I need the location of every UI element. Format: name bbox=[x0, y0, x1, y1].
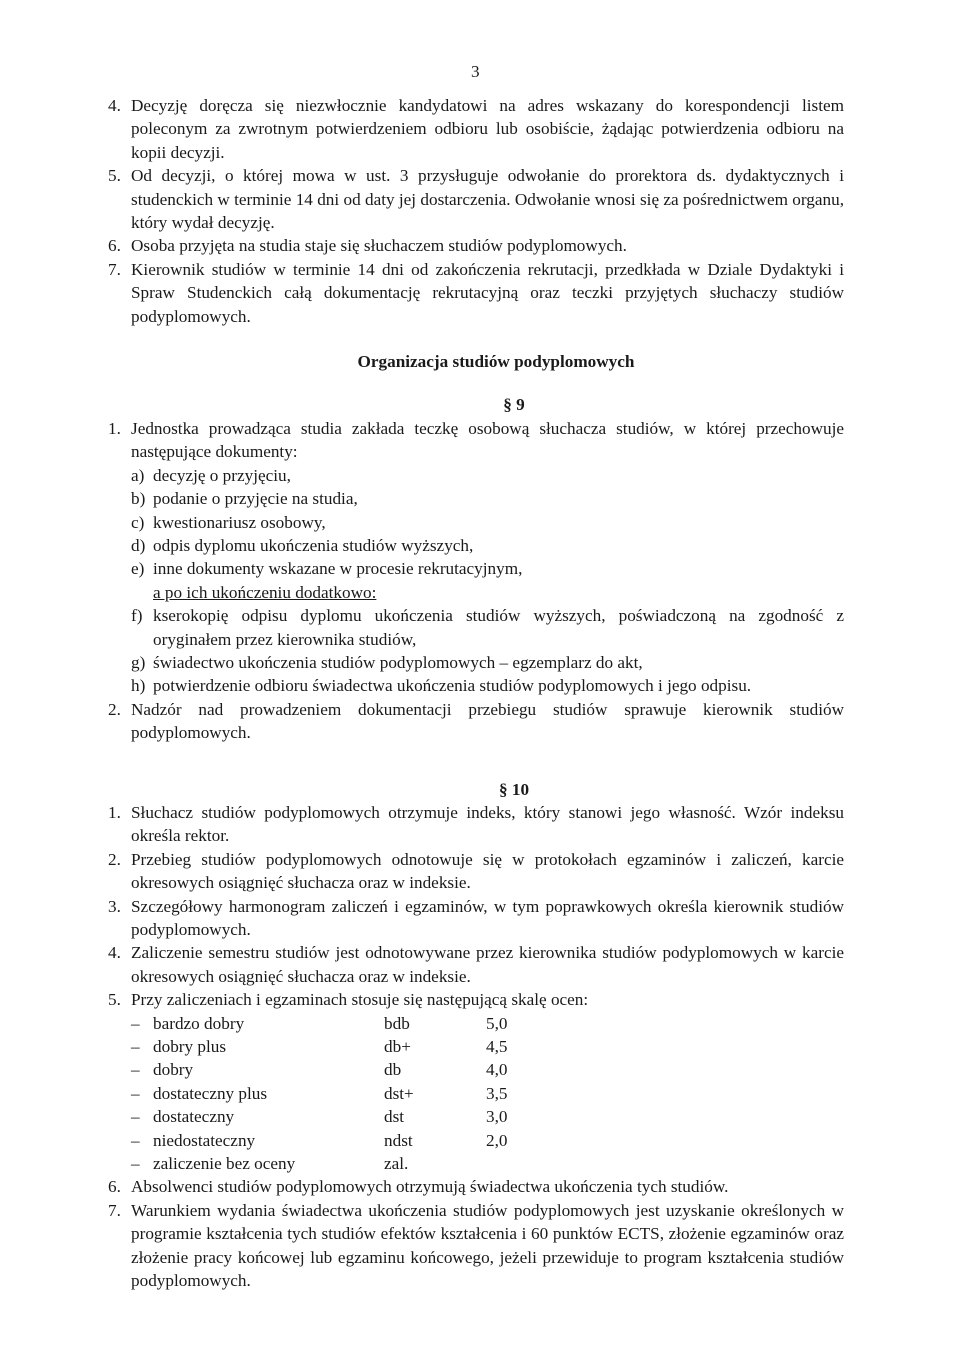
item-number: 7. bbox=[108, 1200, 121, 1220]
grade-name: niedostateczny bbox=[153, 1130, 256, 1150]
list-item bbox=[108, 258, 844, 328]
paragraph-list-part1 bbox=[108, 94, 844, 328]
item-number: 1. bbox=[108, 418, 121, 438]
grade-value: 4,5 bbox=[486, 1037, 508, 1057]
grade-value: 3,5 bbox=[486, 1083, 508, 1103]
item-text: Decyzję doręcza się niezwłocznie kandydatowi na adres wskazany do korespondencji listem poleconym za zwrotnym potwierdzeniem odbioru lub osobiście, żądając potwierdzenia odbioru na kopii decyzji. bbox=[131, 96, 844, 162]
grade-row bbox=[131, 1105, 844, 1128]
list-item bbox=[108, 1175, 844, 1198]
grade-abbr: db bbox=[384, 1060, 402, 1080]
item-text: Słuchacz studiów podyplomowych otrzymuje indeks, który stanowi jego własność. Wzór indeksu określa rektor. bbox=[131, 802, 844, 846]
sub-item bbox=[131, 464, 844, 487]
sub-item bbox=[131, 604, 844, 651]
item-text: Absolwenci studiów podyplomowych otrzymują świadectwa ukończenia tych studiów. bbox=[131, 1177, 729, 1197]
grade-row bbox=[131, 1035, 844, 1058]
sub-letter: d) bbox=[131, 535, 146, 555]
grade-name: bardzo dobry bbox=[153, 1013, 245, 1033]
sub-letter: e) bbox=[131, 559, 145, 579]
list-item bbox=[108, 1199, 844, 1293]
list-item bbox=[108, 164, 844, 234]
sub-text: kwestionariusz osobowy, bbox=[153, 512, 326, 532]
grade-row bbox=[131, 1129, 844, 1152]
grade-value: 4,0 bbox=[486, 1060, 508, 1080]
item-number: 5. bbox=[108, 990, 121, 1010]
list-item bbox=[108, 801, 844, 848]
sub-text: decyzję o przyjęciu, bbox=[153, 465, 291, 485]
item-number: 1. bbox=[108, 802, 121, 822]
item-text: Zaliczenie semestru studiów jest odnotowywane przez kierownika studiów podyplomowych w karcie okresowych osiągnięć słuchacza oraz w indeksie. bbox=[131, 943, 844, 986]
section-mark-10: § 10 bbox=[498, 779, 530, 799]
sub-text: odpis dyplomu ukończenia studiów wyższych, bbox=[153, 535, 474, 555]
sub-letter: g) bbox=[131, 652, 146, 672]
after-completion-label: a po ich ukończeniu dodatkowo: bbox=[153, 582, 377, 602]
grade-value: 3,0 bbox=[486, 1107, 508, 1127]
document-body bbox=[108, 94, 844, 1292]
grade-dash: – bbox=[131, 1060, 140, 1080]
grade-abbr: ndst bbox=[384, 1130, 413, 1150]
sub-item bbox=[131, 487, 844, 510]
grade-row bbox=[131, 1082, 844, 1105]
item-number: 5. bbox=[108, 166, 121, 186]
grade-abbr: db+ bbox=[384, 1037, 411, 1057]
sub-letter: c) bbox=[131, 512, 145, 532]
paragraph-list-sec10 bbox=[108, 801, 844, 1292]
section-mark-9: § 9 bbox=[503, 395, 525, 415]
list-item bbox=[108, 698, 844, 745]
item-text: Przy zaliczeniach i egzaminach stosuje się następującą skalę ocen: bbox=[131, 990, 589, 1010]
list-item bbox=[108, 94, 844, 164]
grade-name: zaliczenie bez oceny bbox=[153, 1153, 296, 1173]
document-sublist bbox=[131, 464, 844, 581]
grade-value: 5,0 bbox=[486, 1013, 508, 1033]
sub-item bbox=[131, 534, 844, 557]
item-text: Osoba przyjęta na studia staje się słuchaczem studiów podyplomowych. bbox=[131, 236, 627, 256]
grade-dash: – bbox=[131, 1107, 140, 1127]
grade-value: 2,0 bbox=[486, 1130, 508, 1150]
section-heading: Organizacja studiów podyplomowych bbox=[357, 352, 635, 372]
item-number: 6. bbox=[108, 1177, 121, 1197]
item-text: Jednostka prowadząca studia zakłada teczkę osobową słuchacza studiów, w której przechowuje następujące dokumenty: bbox=[131, 418, 844, 462]
item-text: Kierownik studiów w terminie 14 dni od zakończenia rekrutacji, przedkłada w Dziale Dydaktyki i Spraw Studenckich całą dokumentację rekrutacyjną oraz teczki przyjętych słuchaczy studiów podyplomowych. bbox=[131, 259, 844, 326]
grade-abbr: zal. bbox=[384, 1153, 409, 1173]
sub-text: potwierdzenie odbioru świadectwa ukończenia studiów podyplomowych i jego odpisu. bbox=[153, 676, 752, 696]
grade-dash: – bbox=[131, 1013, 140, 1033]
item-text: Od decyzji, o której mowa w ust. 3 przysługuje odwołanie do prorektora ds. dydaktycznych i studenckich w terminie 14 dni od daty jej dostarczenia. Odwołanie wnosi się za pośrednictwem organu, który wydał decyzję. bbox=[131, 166, 844, 233]
grade-scale-list bbox=[131, 1012, 844, 1176]
sub-text: kserokopię odpisu dyplomu ukończenia studiów wyższych, poświadczoną na zgodność z oryginałem przez kierownika studiów, bbox=[153, 606, 844, 649]
grade-row bbox=[131, 1012, 844, 1035]
page-number: 3 bbox=[471, 62, 480, 81]
grade-row bbox=[131, 1058, 844, 1081]
item-number: 4. bbox=[108, 96, 121, 115]
list-item bbox=[108, 417, 844, 698]
item-number: 2. bbox=[108, 849, 121, 869]
sub-text: inne dokumenty wskazane w procesie rekrutacyjnym, bbox=[153, 559, 523, 579]
grade-dash: – bbox=[131, 1153, 140, 1173]
list-item bbox=[108, 941, 844, 988]
list-item bbox=[108, 848, 844, 895]
item-text: Przebieg studiów podyplomowych odnotowuje się w protokołach egzaminów i zaliczeń, karcie okresowych osiągnięć słuchacza oraz w indeksie. bbox=[131, 849, 844, 893]
grade-abbr: dst bbox=[384, 1107, 405, 1127]
grade-dash: – bbox=[131, 1037, 140, 1057]
sub-letter: a) bbox=[131, 465, 145, 485]
grade-name: dobry bbox=[153, 1060, 194, 1080]
sub-item bbox=[131, 651, 844, 674]
sub-text: podanie o przyjęcie na studia, bbox=[153, 489, 358, 509]
list-item bbox=[108, 895, 844, 942]
item-number: 2. bbox=[108, 699, 121, 719]
item-text: Szczegółowy harmonogram zaliczeń i egzaminów, w tym poprawkowych określa kierownik studiów podyplomowych. bbox=[131, 896, 844, 939]
item-number: 7. bbox=[108, 259, 121, 279]
paragraph-list-sec9 bbox=[108, 417, 844, 745]
sub-letter: h) bbox=[131, 676, 146, 696]
grade-name: dobry plus bbox=[153, 1037, 227, 1057]
sub-item bbox=[131, 674, 844, 697]
document-sublist-after bbox=[131, 604, 844, 698]
grade-row bbox=[131, 1152, 844, 1175]
sub-letter: b) bbox=[131, 489, 146, 509]
item-number: 3. bbox=[108, 896, 121, 916]
grade-dash: – bbox=[131, 1083, 140, 1103]
grade-abbr: dst+ bbox=[384, 1083, 414, 1103]
sub-item bbox=[131, 511, 844, 534]
item-number: 6. bbox=[108, 236, 121, 256]
sub-item bbox=[131, 557, 844, 580]
sub-letter: f) bbox=[131, 606, 143, 626]
list-item bbox=[108, 988, 844, 1175]
item-text: Warunkiem wydania świadectwa ukończenia studiów podyplomowych jest uzyskanie określonych w programie kształcenia tych studiów efektów kształcenia i 60 punktów ECTS, złożenie egzaminów oraz złożenie pracy końcowej lub egzaminu końcowego, jeżeli przewiduje to program kształcenia studiów podyplomowych. bbox=[131, 1200, 844, 1290]
item-number: 4. bbox=[108, 943, 121, 963]
list-item bbox=[108, 234, 844, 257]
sub-text: świadectwo ukończenia studiów podyplomowych – egzemplarz do akt, bbox=[153, 652, 643, 672]
item-text: Nadzór nad prowadzeniem dokumentacji przebiegu studiów sprawuje kierownik studiów podyplomowych. bbox=[131, 699, 844, 743]
grade-name: dostateczny bbox=[153, 1107, 235, 1127]
grade-dash: – bbox=[131, 1130, 140, 1150]
grade-abbr: bdb bbox=[384, 1013, 410, 1033]
grade-name: dostateczny plus bbox=[153, 1083, 268, 1103]
